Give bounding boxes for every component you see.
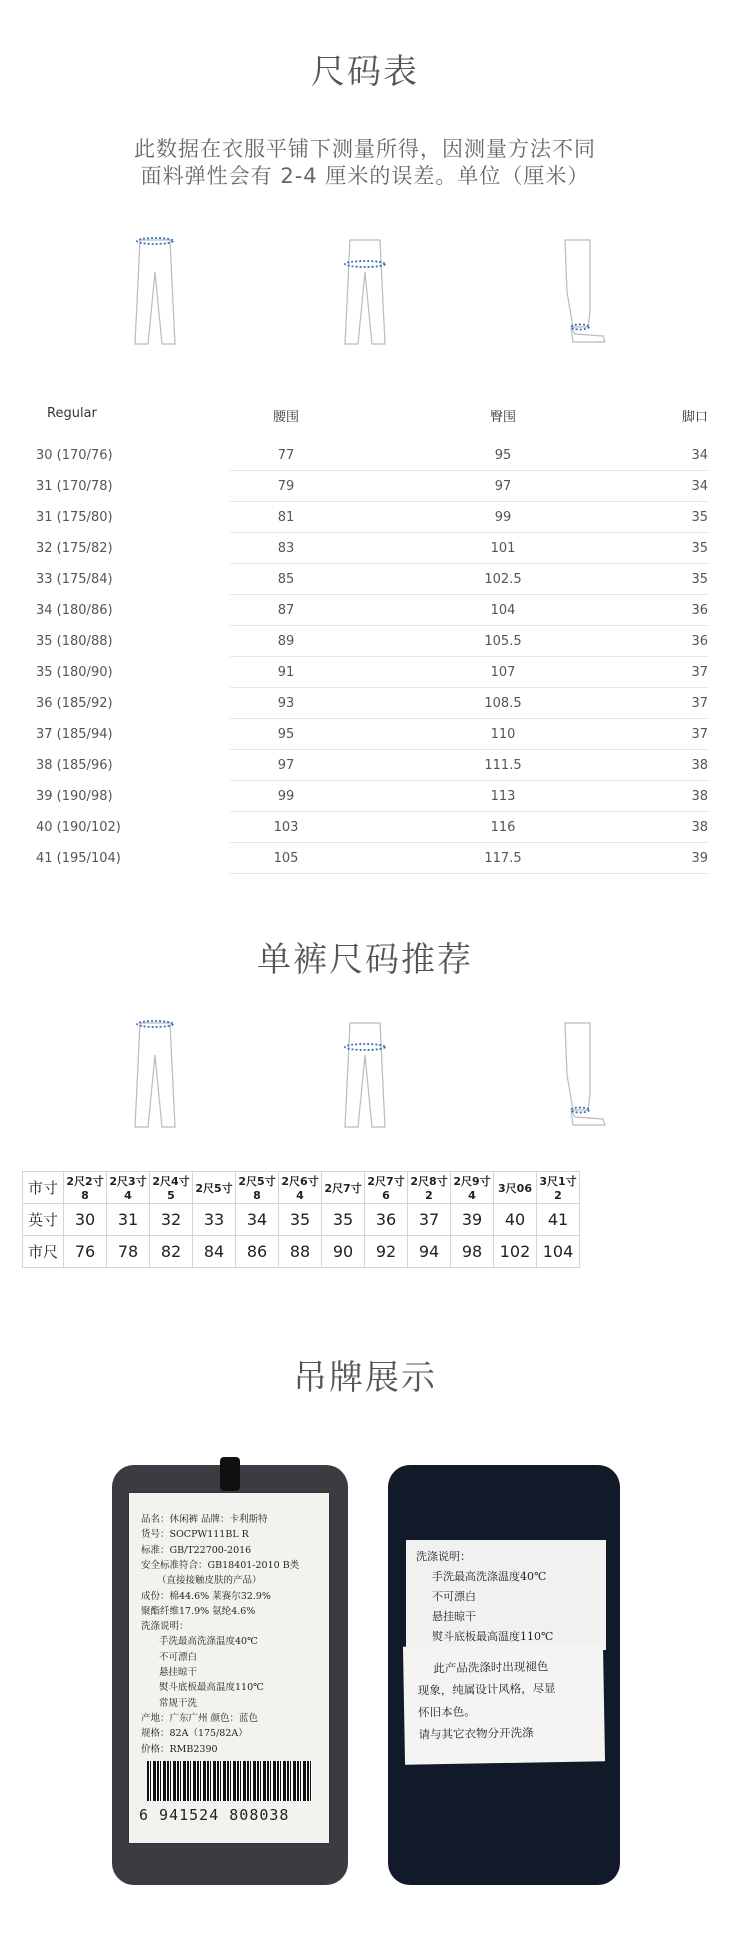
tag-front-line: 聚酯纤维17.9% 氨纶4.6%	[141, 1605, 256, 1617]
hip-cell: 116	[490, 820, 516, 835]
tag-front-line: 产地：广东广州 颜色：蓝色	[141, 1712, 259, 1724]
hem-cell: 38	[691, 820, 708, 835]
waist-cell: 77	[277, 448, 295, 463]
label-shicun: 市寸	[23, 1172, 64, 1204]
hip-cell: 108.5	[484, 696, 522, 711]
tag-front-line: 价格：RMB2390	[141, 1743, 218, 1755]
size-cell: 33 (175/84)	[36, 572, 113, 587]
size-cell: 37 (185/94)	[36, 727, 113, 742]
header-hip: 臀围	[489, 410, 516, 425]
recommend-table	[22, 1171, 580, 1268]
size-cell: 38 (185/96)	[36, 758, 113, 773]
size-cell: 31 (170/78)	[36, 479, 113, 494]
shichi-cell: 78	[107, 1236, 150, 1268]
waist-cell: 89	[277, 634, 295, 649]
hem-cell: 34	[691, 479, 708, 494]
size-cell: 34 (180/86)	[36, 603, 113, 618]
size-chart-title: 尺码表	[311, 52, 419, 92]
tag-front-line: 规格：82A（175/82A）	[141, 1728, 248, 1740]
hem-cell: 37	[691, 696, 708, 711]
waist-cell: 81	[277, 510, 295, 525]
hem-cell: 35	[691, 510, 708, 525]
tag-back-care-card	[406, 1540, 606, 1650]
shichi-cell: 92	[365, 1236, 408, 1268]
barcode-number: 6 941524 808038	[139, 1806, 290, 1824]
label-yingcun: 英寸	[23, 1204, 64, 1236]
hip-measure-figure	[325, 232, 405, 347]
size-cell: 30 (170/76)	[36, 448, 113, 463]
waist-cell: 95	[277, 727, 295, 742]
hip-cell: 99	[494, 510, 512, 525]
waist-measure-figure-2	[115, 1015, 195, 1130]
hem-measure-figure	[545, 232, 625, 347]
tag-display-title: 吊牌展示	[293, 1358, 437, 1398]
row-divider	[230, 873, 708, 874]
hip-cell: 95	[494, 448, 512, 463]
shicun-cell: 2尺4寸5	[150, 1172, 193, 1204]
waist-cell: 79	[277, 479, 295, 494]
size-table-row	[28, 564, 708, 595]
tag-back-care-line: 洗涤说明：	[416, 1550, 471, 1563]
shicun-cell: 2尺5寸	[193, 1172, 236, 1204]
yingcun-cell: 35	[322, 1204, 365, 1236]
waist-cell: 105	[273, 851, 299, 866]
tag-hook	[220, 1457, 240, 1491]
shicun-cell: 2尺3寸4	[107, 1172, 150, 1204]
shicun-cell: 2尺7寸6	[365, 1172, 408, 1204]
size-table-row	[28, 719, 708, 750]
shicun-cell: 3尺1寸2	[537, 1172, 580, 1204]
size-cell: 39 (190/98)	[36, 789, 113, 804]
hem-cell: 37	[691, 665, 708, 680]
tag-front-line: 不可漂白	[159, 1651, 198, 1663]
hem-measure-figure-2	[545, 1015, 625, 1130]
size-table-row	[28, 595, 708, 626]
hip-cell: 113	[490, 789, 516, 804]
row-yingcun	[23, 1204, 580, 1236]
yingcun-cell: 33	[193, 1204, 236, 1236]
shichi-cell: 84	[193, 1236, 236, 1268]
barcode-graphic	[147, 1761, 312, 1801]
tag-back-care-line: 手洗最高洗涤温度40℃	[432, 1570, 547, 1583]
tag-back-note-card	[403, 1643, 605, 1764]
size-table-row	[28, 843, 708, 874]
shichi-cell: 82	[150, 1236, 193, 1268]
yingcun-cell: 32	[150, 1204, 193, 1236]
shicun-cell: 2尺6寸4	[279, 1172, 322, 1204]
yingcun-cell: 40	[494, 1204, 537, 1236]
hip-cell: 105.5	[484, 634, 522, 649]
size-table-row	[28, 812, 708, 843]
size-table	[28, 400, 708, 874]
size-table-row	[28, 440, 708, 471]
size-table-row	[28, 781, 708, 812]
hem-cell: 36	[691, 634, 708, 649]
size-cell: 35 (180/90)	[36, 665, 113, 680]
size-table-row	[28, 533, 708, 564]
shichi-cell: 86	[236, 1236, 279, 1268]
waist-cell: 85	[277, 572, 295, 587]
tag-front-line: （直接接触皮肤的产品）	[157, 1575, 262, 1587]
hem-cell: 38	[691, 758, 708, 773]
waist-cell: 93	[277, 696, 295, 711]
size-chart-description-line1: 此数据在衣服平铺下测量所得，因测量方法不同	[134, 137, 596, 161]
size-cell: 31 (175/80)	[36, 510, 113, 525]
shicun-cell: 2尺8寸2	[408, 1172, 451, 1204]
yingcun-cell: 39	[451, 1204, 494, 1236]
hem-cell: 38	[691, 789, 708, 804]
yingcun-cell: 35	[279, 1204, 322, 1236]
hip-cell: 110	[490, 727, 516, 742]
tag-front-card	[129, 1493, 329, 1843]
yingcun-cell: 30	[64, 1204, 107, 1236]
row-shicun	[23, 1172, 580, 1204]
size-cell: 35 (180/88)	[36, 634, 113, 649]
size-chart-description-line2: 面料弹性会有 2-4 厘米的误差。单位（厘米）	[140, 164, 590, 188]
tag-back-care-line: 熨斗底板最高温度110℃	[432, 1630, 554, 1643]
tag-back-care-line: 不可漂白	[432, 1590, 476, 1603]
hip-measure-figure-2	[325, 1015, 405, 1130]
waist-cell: 103	[273, 820, 299, 835]
shicun-cell: 2尺9寸4	[451, 1172, 494, 1204]
header-hem: 脚口	[681, 410, 708, 425]
recommend-title: 单裤尺码推荐	[257, 940, 473, 980]
size-table-row	[28, 750, 708, 781]
tag-front-line: 品名：休闲裤 品牌：卡利斯特	[141, 1514, 268, 1525]
tag-front-line: 成份：棉44.6% 莱赛尔32.9%	[141, 1590, 271, 1602]
header-regular: Regular	[47, 406, 97, 421]
shichi-cell: 102	[494, 1236, 537, 1268]
size-table-row	[28, 471, 708, 502]
tag-front-photo	[112, 1465, 348, 1885]
shichi-cell: 98	[451, 1236, 494, 1268]
hem-cell: 36	[691, 603, 708, 618]
yingcun-cell: 31	[107, 1204, 150, 1236]
shicun-cell: 2尺2寸8	[64, 1172, 107, 1204]
waist-cell: 99	[277, 789, 295, 804]
shichi-cell: 94	[408, 1236, 451, 1268]
shichi-cell: 88	[279, 1236, 322, 1268]
size-table-row	[28, 688, 708, 719]
hip-cell: 102.5	[484, 572, 522, 587]
shichi-cell: 76	[64, 1236, 107, 1268]
yingcun-cell: 37	[408, 1204, 451, 1236]
tag-front-line: 悬挂晾干	[159, 1667, 198, 1678]
tag-back-note-line: 请与其它衣物分开洗涤	[418, 1725, 534, 1742]
shicun-cell: 2尺5寸8	[236, 1172, 279, 1204]
tag-front-line: 常规干洗	[159, 1697, 198, 1709]
hip-cell: 107	[490, 665, 516, 680]
label-shichi: 市尺	[23, 1236, 64, 1268]
tag-back-care-line: 悬挂晾干	[432, 1610, 476, 1623]
tag-front-line: 标准：GB/T22700-2016	[141, 1544, 252, 1556]
waist-cell: 91	[277, 665, 295, 680]
hem-cell: 37	[691, 727, 708, 742]
hem-cell: 34	[691, 448, 708, 463]
size-table-row	[28, 502, 708, 533]
yingcun-cell: 34	[236, 1204, 279, 1236]
row-shichi	[23, 1236, 580, 1268]
waist-measure-figure	[115, 232, 195, 347]
hem-cell: 35	[691, 541, 708, 556]
yingcun-cell: 36	[365, 1204, 408, 1236]
shicun-cell: 2尺7寸	[322, 1172, 365, 1204]
tag-back-photo	[388, 1465, 620, 1885]
tag-front-line: 洗涤说明：	[141, 1621, 189, 1633]
size-table-row	[28, 657, 708, 688]
tag-front-line: 货号：SOCPW111BL R	[141, 1529, 249, 1541]
hip-cell: 111.5	[484, 758, 522, 773]
tag-back-note-line: 现象，纯属设计风格，尽显	[417, 1681, 556, 1698]
size-cell: 41 (195/104)	[36, 851, 121, 866]
tag-back-note-line: 怀旧本色。	[418, 1704, 476, 1720]
hip-cell: 97	[494, 479, 512, 494]
shicun-cell: 3尺06	[494, 1172, 537, 1204]
hem-cell: 39	[691, 851, 708, 866]
waist-cell: 83	[277, 541, 295, 556]
tag-front-line: 安全标准符合：GB18401-2010 B类	[141, 1559, 300, 1571]
yingcun-cell: 41	[537, 1204, 580, 1236]
waist-cell: 97	[277, 758, 295, 773]
shichi-cell: 90	[322, 1236, 365, 1268]
hip-cell: 117.5	[484, 851, 522, 866]
tag-front-line: 熨斗底板最高温度110℃	[159, 1682, 264, 1694]
tag-front-line: 手洗最高洗涤温度40℃	[159, 1636, 258, 1648]
shichi-cell: 104	[537, 1236, 580, 1268]
size-cell: 40 (190/102)	[36, 820, 121, 835]
size-cell: 32 (175/82)	[36, 541, 113, 556]
size-table-header	[28, 400, 708, 440]
tag-back-note-line: 此产品洗涤时出现褪色	[433, 1659, 549, 1676]
hip-cell: 104	[490, 603, 516, 618]
waist-cell: 87	[277, 603, 295, 618]
size-cell: 36 (185/92)	[36, 696, 113, 711]
hem-cell: 35	[691, 572, 708, 587]
hip-cell: 101	[490, 541, 516, 556]
size-table-row	[28, 626, 708, 657]
header-waist: 腰围	[272, 410, 299, 425]
